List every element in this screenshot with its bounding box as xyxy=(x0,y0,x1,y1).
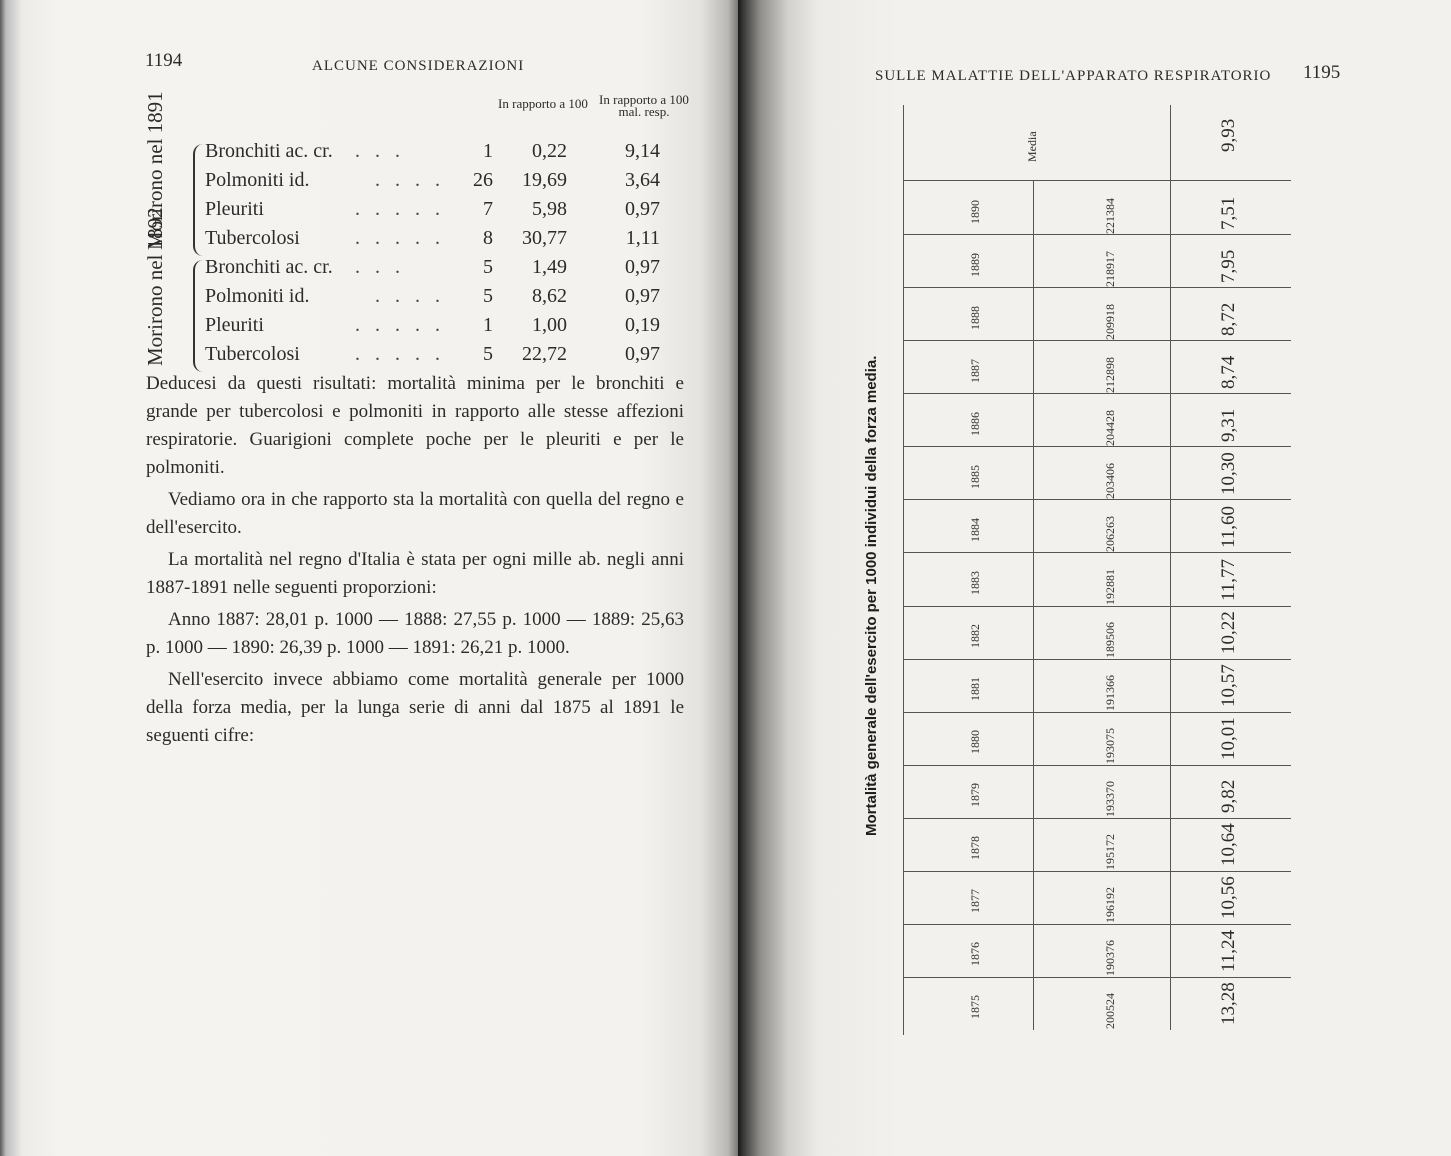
year-row-divider xyxy=(903,977,1291,978)
force-cell: 193370 xyxy=(1103,781,1117,817)
left-running-head: ALCUNE CONSIDERAZIONI xyxy=(312,58,525,74)
year-row-divider xyxy=(903,287,1291,288)
ratio-100-value: 1,00 xyxy=(532,314,567,336)
year-row-divider xyxy=(903,818,1291,819)
paragraph-deductions: Deducesi da questi risultati: mortalità minima per le bronchiti e grande per tubercolosi e polmoniti in rapporto alle stesse affezioni respiratorie. Guarigioni complete poche per le pleuriti e per le polmoniti. xyxy=(146,373,684,478)
right-page xyxy=(738,0,1451,1156)
ratio-100-value: 19,69 xyxy=(522,169,567,191)
year-row-divider xyxy=(903,234,1291,235)
year-cell: 1886 xyxy=(968,412,982,436)
body-text xyxy=(146,370,684,750)
ratio-100-value: 8,62 xyxy=(532,285,567,307)
year-cell: 1876 xyxy=(968,942,982,966)
rate-cell: 8,74 xyxy=(1218,355,1239,389)
leader-dots: . . . xyxy=(355,140,405,162)
rate-cell: 10,30 xyxy=(1218,452,1239,495)
leader-dots: . . . . xyxy=(375,285,445,307)
disease-label: Tubercolosi xyxy=(205,227,300,249)
ratio-resp-value: 0,97 xyxy=(625,256,660,278)
rate-cell: 9,82 xyxy=(1218,779,1239,813)
force-cell: 200524 xyxy=(1103,993,1117,1029)
rate-cell: 11,24 xyxy=(1218,929,1239,972)
force-cell: 204428 xyxy=(1103,410,1117,446)
disease-label: Pleuriti xyxy=(205,314,264,336)
force-cell: 218917 xyxy=(1103,251,1117,287)
paragraph-army-mortality: Nell'esercito invece abbiamo come mortalità generale per 1000 della forza media, per la lunga serie di anni dal 1875 al 1891 le seguenti cifre: xyxy=(146,669,684,746)
year-row-divider xyxy=(903,499,1291,500)
year-row-divider xyxy=(903,340,1291,341)
rate-cell: 13,28 xyxy=(1218,982,1239,1025)
year-cell: 1888 xyxy=(968,306,982,330)
rate-cell: 10,56 xyxy=(1218,876,1239,919)
year-row-divider xyxy=(903,924,1291,925)
year-cell: 1882 xyxy=(968,624,982,648)
leader-dots: . . . . xyxy=(375,169,445,191)
leader-dots: . . . . . xyxy=(355,343,445,365)
table-title: Mortalità generale dell'esercito per 1000 individui della forza media. xyxy=(863,355,880,836)
year-row-divider xyxy=(903,606,1291,607)
year-row-divider xyxy=(903,393,1291,394)
force-cell: 203406 xyxy=(1103,463,1117,499)
table-year-column-divider xyxy=(1033,180,1034,1030)
disease-label: Bronchiti ac. cr. xyxy=(205,140,333,162)
death-count: 26 xyxy=(473,169,493,191)
year-cell: 1877 xyxy=(968,889,982,913)
year-cell: 1885 xyxy=(968,465,982,489)
force-cell: 189506 xyxy=(1103,622,1117,658)
table-left-border xyxy=(903,105,904,1035)
death-count: 8 xyxy=(483,227,493,249)
column-header-ratio-100: In rapporto a 100 xyxy=(498,96,588,111)
year-cell: 1889 xyxy=(968,253,982,277)
year-row-divider xyxy=(903,446,1291,447)
death-count: 1 xyxy=(483,314,493,336)
left-page-number: 1194 xyxy=(145,50,183,71)
year-row-divider xyxy=(903,659,1291,660)
death-count: 5 xyxy=(483,285,493,307)
ratio-resp-value: 1,11 xyxy=(625,227,660,249)
death-count: 1 xyxy=(483,140,493,162)
year-row-divider xyxy=(903,765,1291,766)
ratio-100-value: 30,77 xyxy=(522,227,567,249)
year-row-divider xyxy=(903,871,1291,872)
death-count: 5 xyxy=(483,256,493,278)
ratio-resp-value: 0,97 xyxy=(625,198,660,220)
disease-label: Pleuriti xyxy=(205,198,264,220)
death-count: 5 xyxy=(483,343,493,365)
group-label: Morirono nel 1892 xyxy=(143,207,167,366)
ratio-100-value: 1,49 xyxy=(532,256,567,278)
disease-label: Polmoniti id. xyxy=(205,285,310,307)
leader-dots: . . . xyxy=(355,256,405,278)
media-label: Media xyxy=(1025,131,1039,162)
table-media-divider xyxy=(903,180,1291,181)
ratio-resp-value: 3,64 xyxy=(625,169,660,191)
media-value: 9,93 xyxy=(1218,118,1239,152)
year-cell: 1878 xyxy=(968,836,982,860)
ratio-resp-value: 0,19 xyxy=(625,314,660,336)
ratio-100-value: 22,72 xyxy=(522,343,567,365)
leader-dots: . . . . . xyxy=(355,314,445,336)
force-cell: 209918 xyxy=(1103,304,1117,340)
force-cell: 192881 xyxy=(1103,569,1117,605)
force-cell: 191366 xyxy=(1103,675,1117,711)
leader-dots: . . . . . xyxy=(355,227,445,249)
year-cell: 1890 xyxy=(968,200,982,224)
year-cell: 1884 xyxy=(968,518,982,542)
paragraph-comparison: Vediamo ora in che rapporto sta la mortalità con quella del regno e dell'esercito. xyxy=(146,489,684,538)
year-cell: 1883 xyxy=(968,571,982,595)
force-cell: 221384 xyxy=(1103,198,1117,234)
disease-label: Polmoniti id. xyxy=(205,169,310,191)
force-cell: 206263 xyxy=(1103,516,1117,552)
rate-cell: 8,72 xyxy=(1218,302,1239,336)
ratio-100-value: 5,98 xyxy=(532,198,567,220)
group-label: Morirono nel 1891 xyxy=(143,91,167,250)
paragraph-kingdom-mortality: La mortalità nel regno d'Italia è stata per ogni mille ab. negli anni 1887-1891 nelle seguenti proporzioni: xyxy=(146,549,684,598)
force-cell: 193075 xyxy=(1103,728,1117,764)
rate-cell: 10,57 xyxy=(1218,664,1239,707)
rate-cell: 9,31 xyxy=(1218,408,1239,442)
year-cell: 1881 xyxy=(968,677,982,701)
rate-cell: 10,22 xyxy=(1218,611,1239,654)
force-cell: 195172 xyxy=(1103,834,1117,870)
rate-cell: 10,64 xyxy=(1218,823,1239,866)
year-row-divider xyxy=(903,712,1291,713)
rate-cell: 7,95 xyxy=(1218,249,1239,283)
force-cell: 212898 xyxy=(1103,357,1117,393)
rate-cell: 7,51 xyxy=(1218,196,1239,230)
ratio-resp-value: 9,14 xyxy=(625,140,660,162)
rate-cell: 11,77 xyxy=(1218,558,1239,601)
ratio-100-value: 0,22 xyxy=(532,140,567,162)
year-cell: 1879 xyxy=(968,783,982,807)
rate-cell: 11,60 xyxy=(1218,505,1239,548)
ratio-resp-value: 0,97 xyxy=(625,343,660,365)
column-header-ratio-resp: In rapporto a 100 mal. resp. xyxy=(599,92,689,119)
leader-dots: . . . . . xyxy=(355,198,445,220)
force-cell: 196192 xyxy=(1103,887,1117,923)
paragraph-yearly-rates: Anno 1887: 28,01 p. 1000 — 1888: 27,55 p. 1000 — 1889: 25,63 p. 1000 — 1890: 26,39 p. 1000 — 1891: 26,21 p. 1000. xyxy=(146,609,684,658)
ratio-resp-value: 0,97 xyxy=(625,285,660,307)
rate-cell: 10,01 xyxy=(1218,717,1239,760)
death-count: 7 xyxy=(483,198,493,220)
table-rate-column-divider xyxy=(1170,105,1171,1030)
year-row-divider xyxy=(903,552,1291,553)
force-cell: 190376 xyxy=(1103,940,1117,976)
disease-label: Bronchiti ac. cr. xyxy=(205,256,333,278)
disease-label: Tubercolosi xyxy=(205,343,300,365)
year-cell: 1887 xyxy=(968,359,982,383)
right-page-number: 1195 xyxy=(1303,62,1341,83)
year-cell: 1880 xyxy=(968,730,982,754)
year-cell: 1875 xyxy=(968,995,982,1019)
right-running-head: SULLE MALATTIE DELL'APPARATO RESPIRATORIO xyxy=(875,68,1272,84)
